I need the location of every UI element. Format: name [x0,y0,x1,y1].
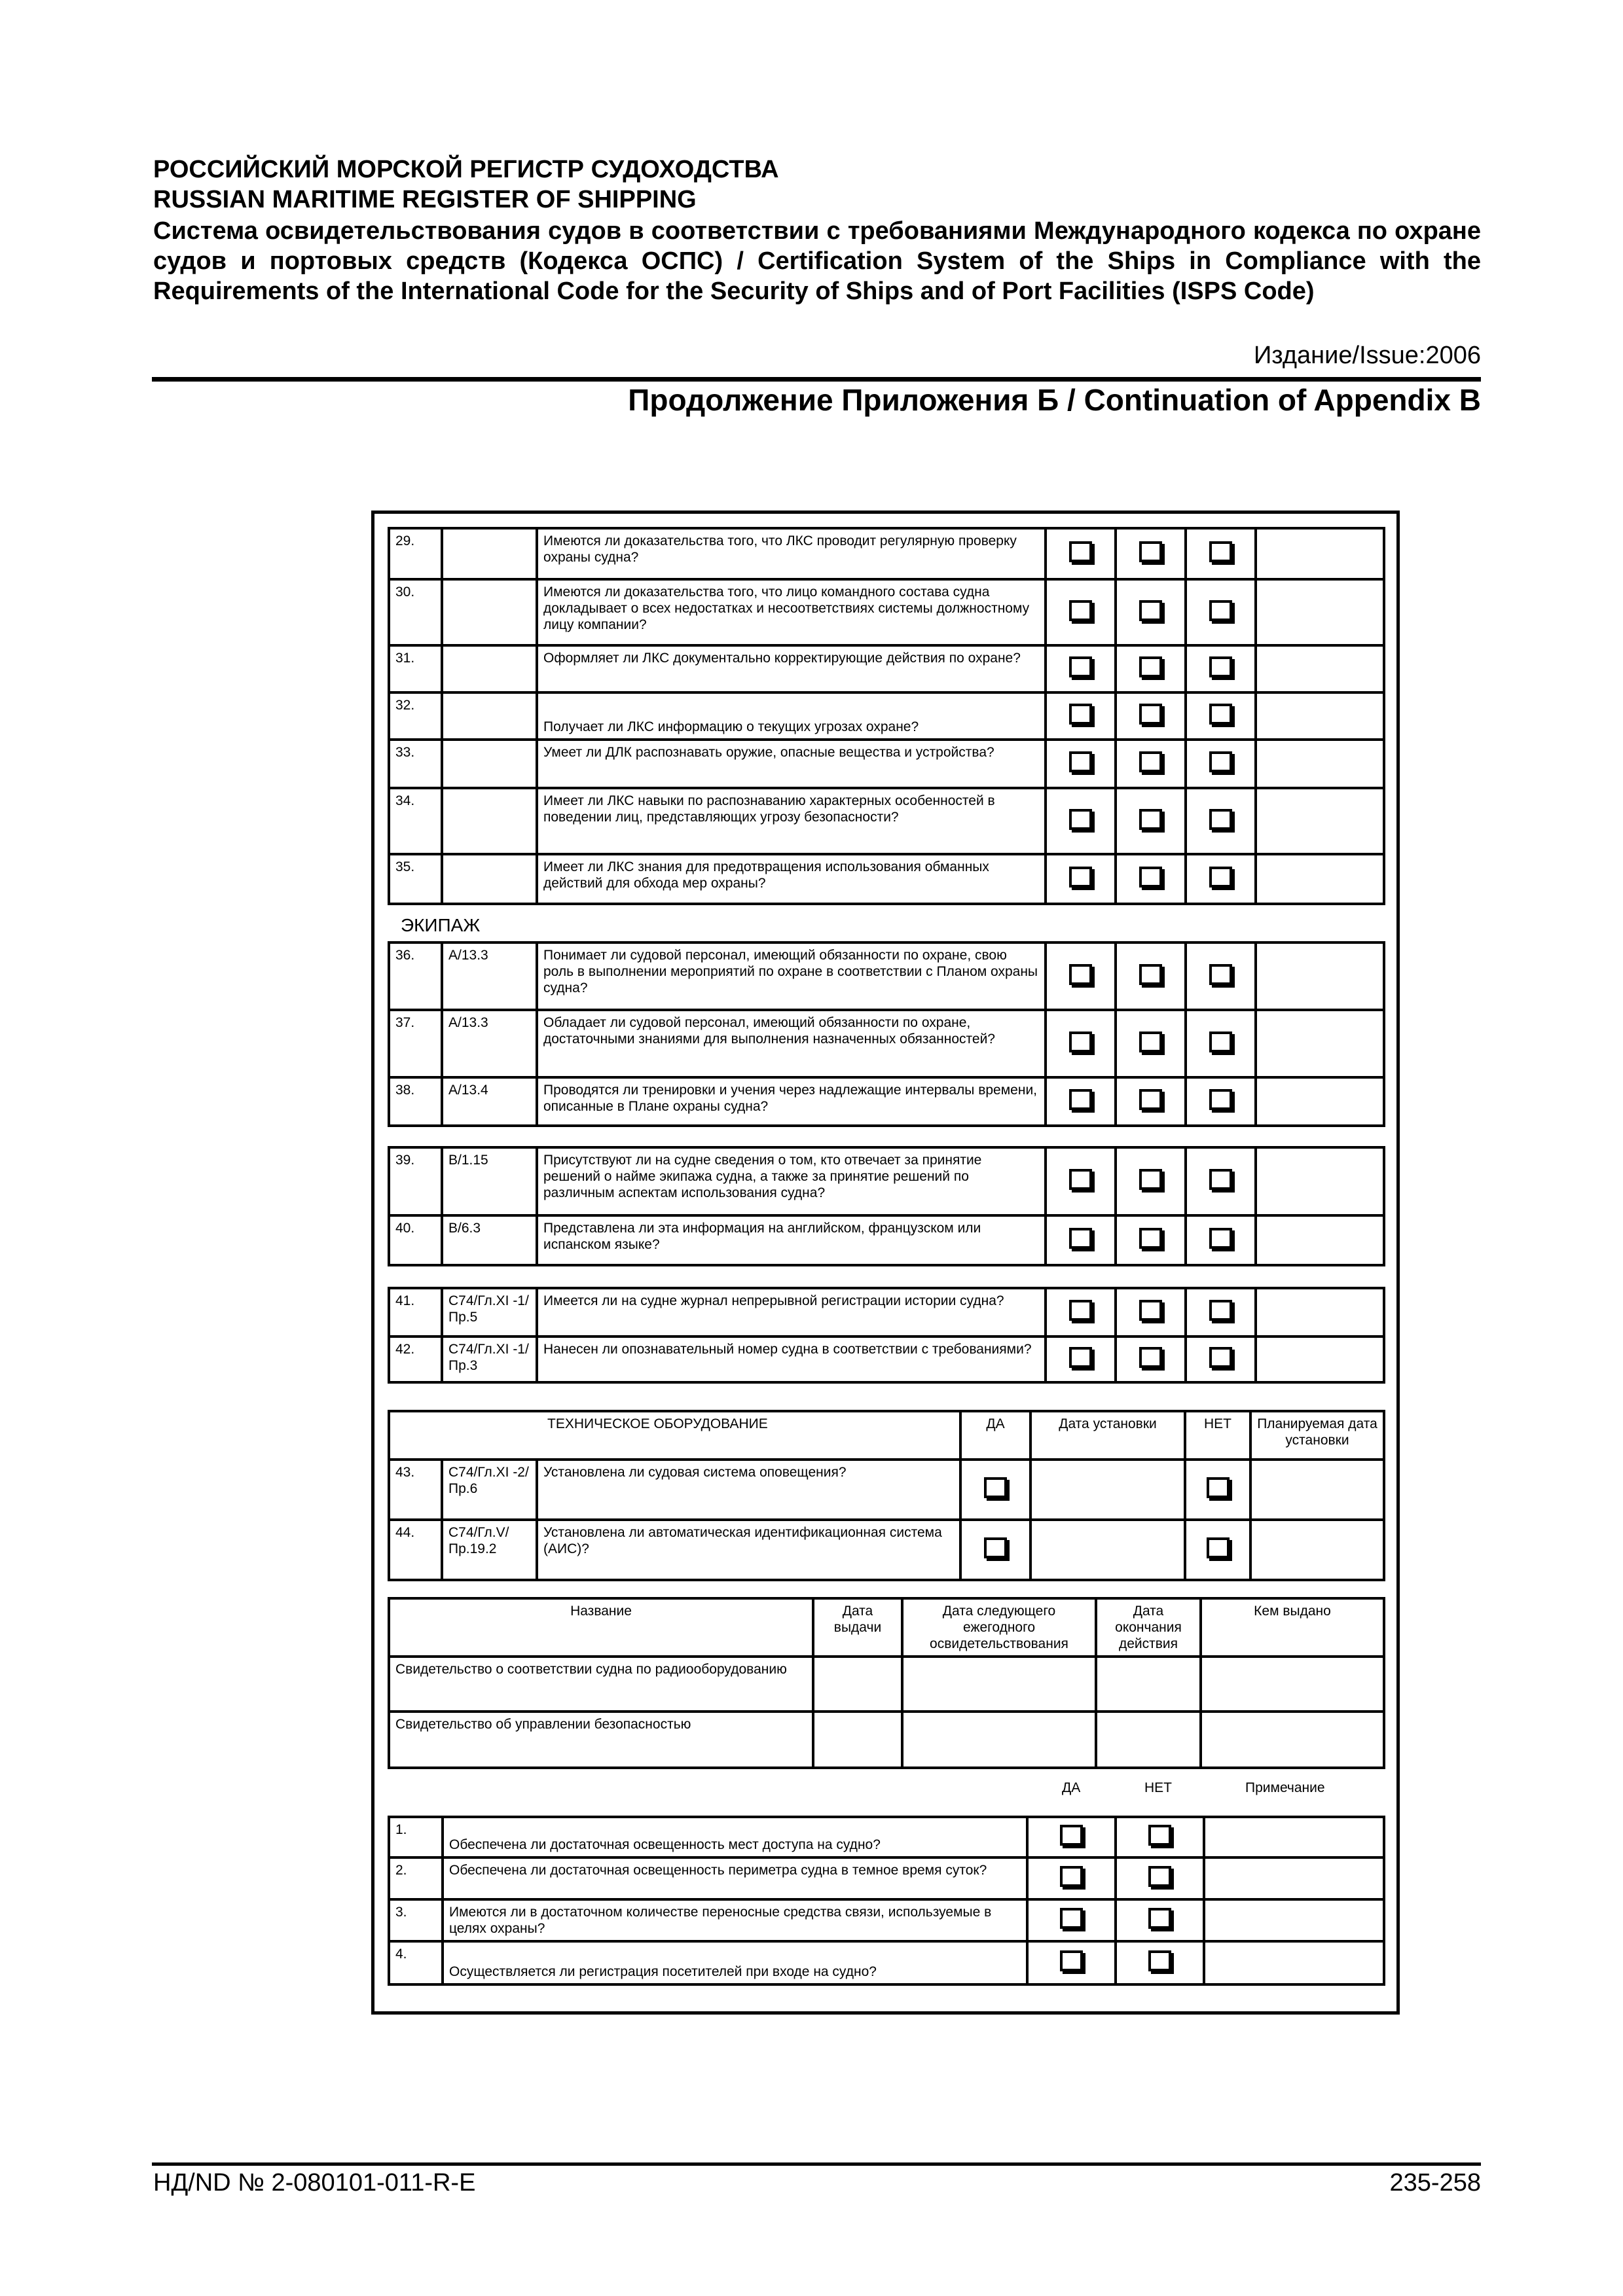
note-cell[interactable] [1256,942,1384,1010]
section-label-crew: ЭКИПАЖ [401,915,481,935]
checkbox[interactable] [1209,600,1232,621]
checkbox[interactable] [1148,1908,1171,1929]
item-reference: В/6.3 [442,1215,537,1265]
item-number: 36. [389,942,442,1010]
checkbox[interactable] [1148,1950,1171,1971]
checkbox[interactable] [1139,1031,1162,1052]
checkbox[interactable] [1209,1031,1232,1052]
checkbox[interactable] [1139,1089,1162,1110]
checkbox[interactable] [1060,1950,1083,1971]
equipment-table [388,1410,1385,1581]
col-planned-date: Планируемая дата установки [1250,1411,1384,1460]
checkbox[interactable] [1139,600,1162,621]
item-reference [442,692,537,740]
item-number: 32. [389,692,442,740]
col-name: Название [389,1598,813,1657]
certificate-row [389,1657,1384,1712]
item-question: Установлена ли автоматическая идентификационная система (АИС)? [537,1520,960,1580]
checkbox[interactable] [1069,1169,1092,1190]
item-reference: С74/Гл.XI -2/Пр.6 [442,1460,537,1520]
note-cell[interactable] [1256,1077,1384,1126]
planned-date-cell[interactable] [1250,1520,1384,1580]
header-rule [152,377,1481,382]
page-number: 235-258 [1389,2169,1481,2197]
checklist-row [389,1215,1384,1265]
item-reference: А/13.4 [442,1077,537,1126]
checkbox[interactable] [1139,541,1162,562]
checklist-row [389,942,1384,1010]
checkbox[interactable] [1207,1537,1230,1558]
col-no: НЕТ [1185,1411,1250,1460]
checkbox[interactable] [1139,1169,1162,1190]
checkbox[interactable] [1209,1228,1232,1249]
header-line-ru: РОССИЙСКИЙ МОРСКОЙ РЕГИСТР СУДОХОДСТВА [153,156,779,183]
checkbox[interactable] [1139,1228,1162,1249]
checkbox[interactable] [1069,541,1092,562]
item-number: 2. [389,1857,443,1899]
checkbox[interactable] [1139,704,1162,725]
issue-date-cell[interactable] [813,1657,902,1712]
install-date-cell[interactable] [1030,1460,1185,1520]
item-question: Обеспечена ли достаточная освещенность периметра судна в темное время суток? [443,1857,1027,1899]
lighting-col-note: Примечание [1245,1780,1325,1795]
note-cell[interactable] [1256,1336,1384,1382]
checklist-row [389,692,1384,740]
checkbox[interactable] [1069,809,1092,830]
note-cell[interactable] [1256,1010,1384,1077]
checklist-group-2 [388,941,1385,1127]
checkbox[interactable] [1069,751,1092,772]
item-number: 41. [389,1288,442,1336]
item-reference [442,740,537,788]
checkbox[interactable] [1209,1169,1232,1190]
item-reference: А/13.3 [442,942,537,1010]
checkbox[interactable] [1209,1347,1232,1368]
document-number: НД/ND № 2-080101-011-R-E [153,2169,476,2197]
checkbox[interactable] [1069,1031,1092,1052]
checklist-row [389,1288,1384,1336]
item-number: 3. [389,1899,443,1941]
item-number: 42. [389,1336,442,1382]
checkbox[interactable] [1060,1825,1083,1846]
checkbox[interactable] [1069,1300,1092,1321]
item-question: Умеет ли ДЛК распознавать оружие, опасные вещества и устройства? [537,740,1046,788]
note-cell[interactable] [1204,1857,1384,1899]
checkbox[interactable] [1207,1477,1230,1498]
checkbox[interactable] [1139,964,1162,985]
item-question: Имеет ли ЛКС навыки по распознаванию характерных особенностей в поведении лиц, представляющих угрозу безопасности? [537,788,1046,854]
note-cell[interactable] [1204,1817,1384,1857]
item-question: Имеется ли на судне журнал непрерывной регистрации истории судна? [537,1288,1046,1336]
lighting-col-yes: ДА [1062,1780,1081,1795]
issue-date-cell[interactable] [813,1712,902,1768]
checkbox[interactable] [1209,867,1232,888]
checkbox[interactable] [1060,1908,1083,1929]
item-question: Обеспечена ли достаточная освещенность мест доступа на судно? [443,1817,1027,1857]
item-question: Имеет ли ЛКС знания для предотвращения использования обманных действий для обхода мер охраны? [537,854,1046,904]
checklist-row [389,528,1384,579]
expiry-date-cell[interactable] [1096,1657,1201,1712]
item-number: 39. [389,1147,442,1215]
item-reference: С74/Гл.XI -1/Пр.3 [442,1336,537,1382]
col-yes: ДА [960,1411,1030,1460]
issued-by-cell[interactable] [1201,1712,1384,1768]
checkbox[interactable] [1139,809,1162,830]
checkbox[interactable] [1069,1347,1092,1368]
note-cell[interactable] [1256,788,1384,854]
checkbox[interactable] [984,1477,1007,1498]
lighting-row [389,1899,1384,1941]
checkbox[interactable] [1139,1347,1162,1368]
item-number: 31. [389,645,442,692]
checklist-row [389,1077,1384,1126]
checkbox[interactable] [1139,867,1162,888]
item-question: Осуществляется ли регистрация посетителей при входе на судно? [443,1941,1027,1984]
checklist-row [389,579,1384,645]
checklist-row [389,1336,1384,1382]
item-reference: С74/Гл.XI -1/Пр.5 [442,1288,537,1336]
issued-by-cell[interactable] [1201,1657,1384,1712]
lighting-row [389,1817,1384,1857]
col-issued-by: Кем выдано [1201,1598,1384,1657]
col-issue-date: Дата выдачи [813,1598,902,1657]
item-number: 4. [389,1941,443,1984]
note-cell[interactable] [1204,1941,1384,1984]
note-cell[interactable] [1256,1215,1384,1265]
checkbox[interactable] [1139,656,1162,677]
checkbox[interactable] [1209,541,1232,562]
checklist-row [389,788,1384,854]
item-question: Имеются ли в достаточном количестве переносные средства связи, используемые в целях охраны? [443,1899,1027,1941]
item-question: Представлена ли эта информация на английском, французском или испанском языке? [537,1215,1046,1265]
col-expiry-date: Дата окончания действия [1096,1598,1201,1657]
certificate-name: Свидетельство об управлении безопасностью [389,1712,813,1768]
item-reference [442,579,537,645]
item-reference [442,645,537,692]
checklist-row [389,1010,1384,1077]
next-survey-cell[interactable] [902,1712,1096,1768]
equipment-title: ТЕХНИЧЕСКОЕ ОБОРУДОВАНИЕ [547,1416,768,1431]
item-question: Понимает ли судовой персонал, имеющий обязанности по охране, свою роль в выполнении мероприятий по охране в соответствии с Планом охраны судна? [537,942,1046,1010]
col-install-date: Дата установки [1030,1411,1185,1460]
certificates-table [388,1597,1385,1769]
continuation-title: Продолжение Приложения Б / Continuation of Appendix B [628,383,1481,417]
item-number: 29. [389,528,442,579]
checkbox[interactable] [1209,751,1232,772]
checklist-row [389,854,1384,904]
checkbox[interactable] [1069,867,1092,888]
item-question: Присутствуют ли на судне сведения о том, кто отвечает за принятие решений о найме экипажа судна, а также за принятие решений по различным аспектам использования судна? [537,1147,1046,1215]
checklist-row [389,740,1384,788]
note-cell[interactable] [1256,579,1384,645]
note-cell[interactable] [1256,692,1384,740]
item-reference: В/1.15 [442,1147,537,1215]
issue-label: Издание/Issue:2006 [1253,342,1481,369]
checkbox[interactable] [1069,704,1092,725]
checklist-group-4 [388,1287,1385,1384]
checkbox[interactable] [1069,600,1092,621]
item-question: Имеются ли доказательства того, что лицо командного состава судна докладывает о всех недостатках и несоответствиях системы должностному лицу компании? [537,579,1046,645]
header-title: Система освидетельствования судов в соответствии с требованиями Международного кодекса по охране судов и портовых средств (Кодекса ОСПС) / Certification System of the Ships in Compliance with the Requirements of the International Code for the Security of Ships and of Port Facilities (ISPS Code) [153,217,1481,305]
note-cell[interactable] [1256,1147,1384,1215]
checkbox[interactable] [1209,964,1232,985]
checkbox[interactable] [1209,1089,1232,1110]
checkbox[interactable] [1148,1825,1171,1846]
item-number: 38. [389,1077,442,1126]
item-number: 30. [389,579,442,645]
checkbox[interactable] [1209,656,1232,677]
checkbox[interactable] [1069,656,1092,677]
lighting-row [389,1941,1384,1984]
checkbox[interactable] [1069,1228,1092,1249]
equipment-row [389,1520,1384,1580]
checkbox[interactable] [1209,1300,1232,1321]
note-cell[interactable] [1256,528,1384,579]
item-number: 40. [389,1215,442,1265]
item-question: Установлена ли судовая система оповещения? [537,1460,960,1520]
note-cell[interactable] [1256,740,1384,788]
checkbox[interactable] [1060,1866,1083,1887]
certificates-header-row [389,1598,1384,1657]
planned-date-cell[interactable] [1250,1460,1384,1520]
checklist-row [389,645,1384,692]
certificate-row [389,1712,1384,1768]
note-cell[interactable] [1256,645,1384,692]
lighting-table [388,1816,1385,1986]
item-question: Проводятся ли тренировки и учения через надлежащие интервалы времени, описанные в Плане охраны судна? [537,1077,1046,1126]
item-number: 44. [389,1520,442,1580]
item-reference [442,528,537,579]
note-cell[interactable] [1256,1288,1384,1336]
checkbox[interactable] [1069,964,1092,985]
install-date-cell[interactable] [1030,1520,1185,1580]
item-question: Получает ли ЛКС информацию о текущих угрозах охране? [537,692,1046,740]
checkbox[interactable] [1209,809,1232,830]
item-reference [442,854,537,904]
col-next-survey: Дата следующего ежегодного освидетельствования [902,1598,1096,1657]
lighting-col-no: НЕТ [1144,1780,1172,1795]
item-number: 43. [389,1460,442,1520]
item-number: 33. [389,740,442,788]
equipment-row [389,1460,1384,1520]
checkbox[interactable] [1139,751,1162,772]
item-number: 34. [389,788,442,854]
footer-rule [152,2162,1481,2166]
checklist-group-1 [388,527,1385,905]
equipment-header-row [389,1411,1384,1460]
item-reference: С74/Гл.V/ Пр.19.2 [442,1520,537,1580]
note-cell[interactable] [1204,1899,1384,1941]
header-line-en: RUSSIAN MARITIME REGISTER OF SHIPPING [153,186,697,213]
checkbox[interactable] [1148,1866,1171,1887]
item-question: Обладает ли судовой персонал, имеющий обязанности по охране, достаточными знаниями для выполнения назначенных обязанностей? [537,1010,1046,1077]
item-question: Оформляет ли ЛКС документально корректирующие действия по охране? [537,645,1046,692]
item-number: 35. [389,854,442,904]
checklist-row [389,1147,1384,1215]
note-cell[interactable] [1256,854,1384,904]
item-number: 1. [389,1817,443,1857]
checkbox[interactable] [1069,1089,1092,1110]
checklist-group-3 [388,1146,1385,1266]
checkbox[interactable] [984,1537,1007,1558]
item-reference: А/13.3 [442,1010,537,1077]
item-question: Имеются ли доказательства того, что ЛКС проводит регулярную проверку охраны судна? [537,528,1046,579]
checkbox[interactable] [1209,704,1232,725]
item-reference [442,788,537,854]
lighting-row [389,1857,1384,1899]
certificate-name: Свидетельство о соответствии судна по радиооборудованию [389,1657,813,1712]
checkbox[interactable] [1139,1300,1162,1321]
item-question: Нанесен ли опознавательный номер судна в соответствии с требованиями? [537,1336,1046,1382]
expiry-date-cell[interactable] [1096,1712,1201,1768]
item-number: 37. [389,1010,442,1077]
next-survey-cell[interactable] [902,1657,1096,1712]
